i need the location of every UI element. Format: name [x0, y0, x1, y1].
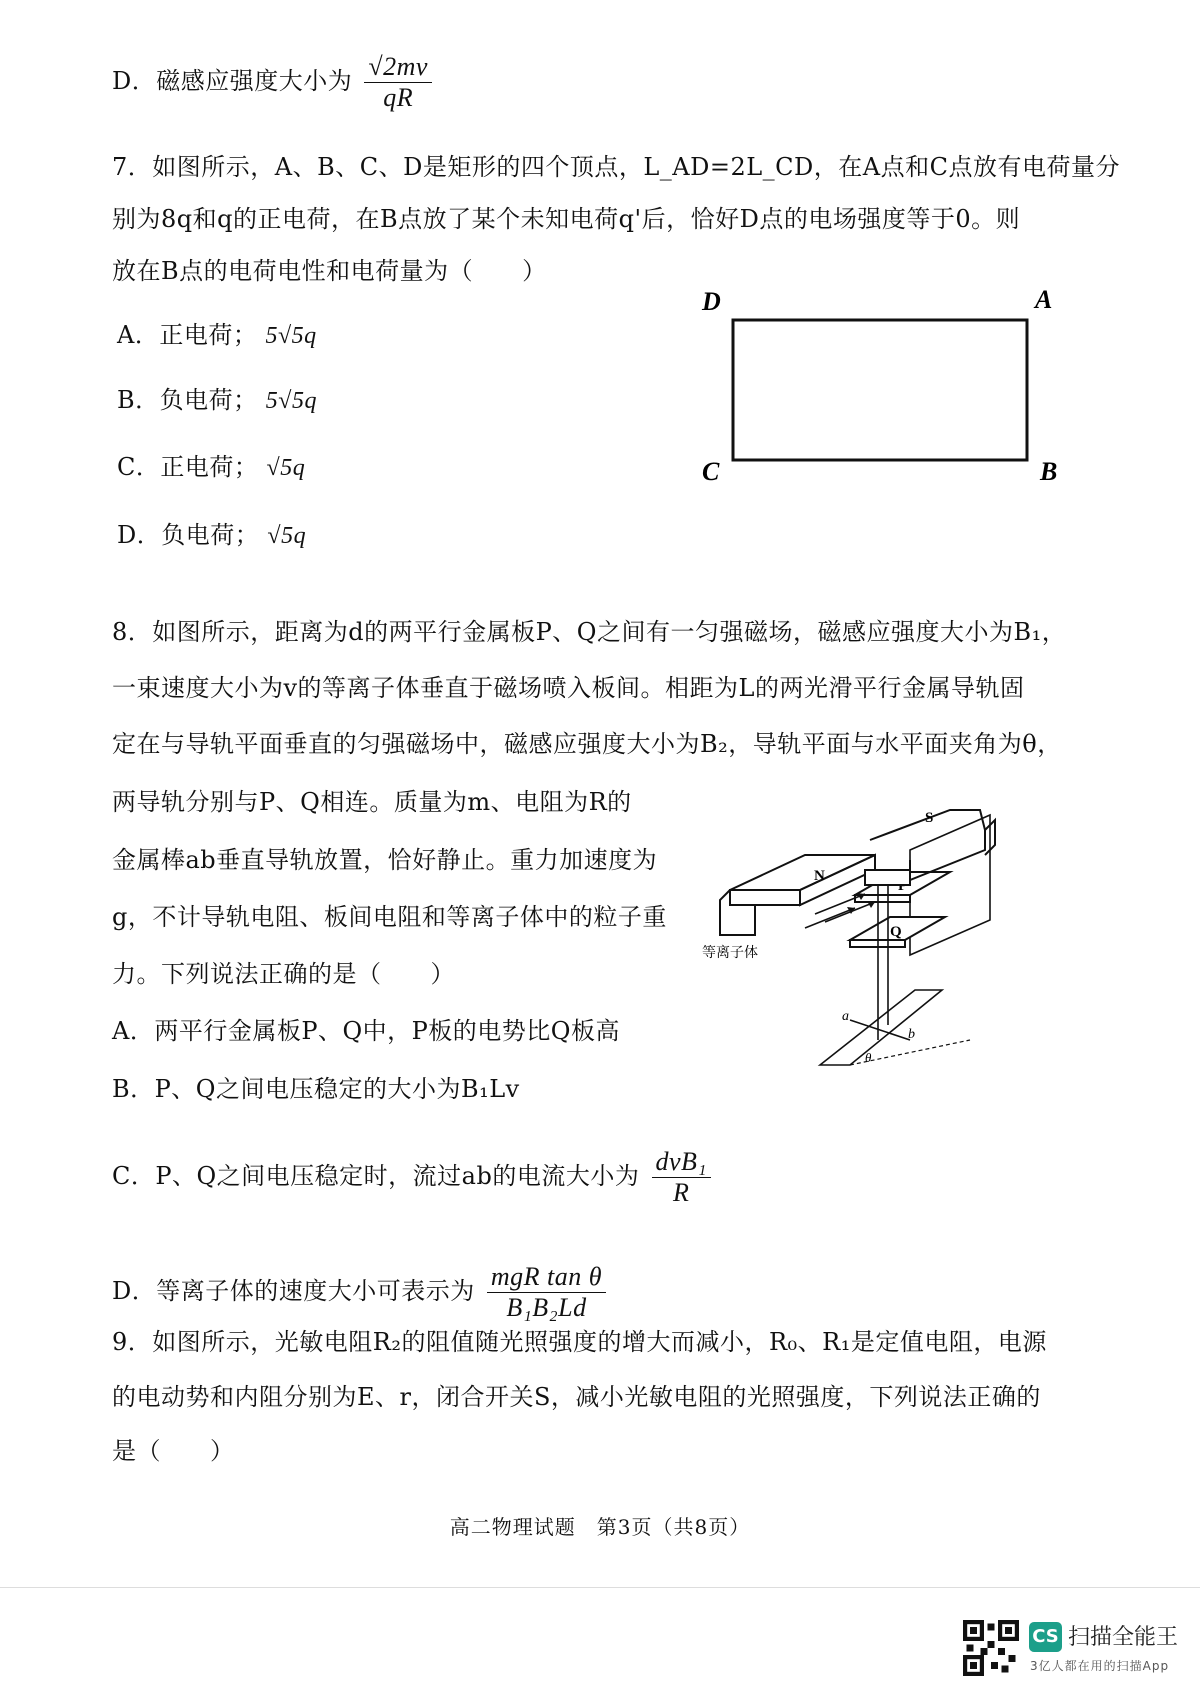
q7-stem-line-3: 放在B点的电荷电性和电荷量为（ ）	[112, 257, 547, 285]
q9-stem-line-2: 的电动势和内阻分别为E、r，闭合开关S，减小光敏电阻的光照强度，下列说法正确的	[112, 1383, 1041, 1411]
q8-stem-line-2: 一束速度大小为v的等离子体垂直于磁场喷入板间。相距为L的两光滑平行金属导轨固	[112, 674, 1025, 702]
page-footer: 高二物理试题 第3页（共8页）	[449, 1515, 751, 1539]
q8-option-d	[112, 1255, 610, 1327]
camscanner-logo-icon: CS	[1029, 1622, 1062, 1652]
q6-option-d	[112, 52, 436, 113]
q8-option-d-label: D．等离子体的速度大小可表示为	[112, 1277, 475, 1305]
camscanner-subtitle: 3亿人都在用的扫描App	[1030, 1659, 1170, 1673]
vertex-c-label: C	[702, 457, 720, 486]
q7-option-d	[117, 518, 306, 553]
vertex-b-label: B	[1040, 457, 1058, 486]
plasma-arrow-1	[805, 908, 855, 928]
plate-q-label: Q	[890, 924, 902, 940]
vertex-a-label: A	[1035, 285, 1053, 314]
q8-stem-line-4: 两导轨分别与P、Q相连。质量为m、电阻为R的	[112, 788, 632, 816]
q8-stem-line-3: 定在与导轨平面垂直的匀强磁场中，磁感应强度大小为B₂，导轨平面与水平面夹角为θ，	[112, 730, 1062, 758]
q8-option-c-label: C．P、Q之间电压稳定时，流过ab的电流大小为	[112, 1162, 640, 1190]
plasma-arrow-3	[815, 894, 865, 914]
q8-stem-line-1: 8．如图所示，距离为d的两平行金属板P、Q之间有一匀强磁场，磁感应强度大小为B₁，	[112, 618, 1067, 646]
q7-stem-line-1: 7．如图所示，A、B、C、D是矩形的四个顶点，L_AD=2L_CD，在A点和C点放有电荷量分	[112, 153, 1120, 181]
q8-option-c-fraction	[652, 1147, 711, 1208]
magnet-n-leg	[720, 890, 755, 935]
inclined-rails	[820, 990, 942, 1065]
q8-stem-line-5: 金属棒ab垂直导轨放置，恰好静止。重力加速度为	[112, 846, 658, 874]
angle-theta-label: θ	[865, 1050, 872, 1065]
q8-stem-line-6: g，不计导轨电阻、板间电阻和等离子体中的粒子重	[112, 903, 667, 931]
vertex-d-label: D	[702, 287, 721, 316]
q7-option-d-value: √5q	[267, 523, 307, 549]
q7-option-a	[117, 318, 317, 353]
q8-option-d-denominator: B₁B₂Ld	[506, 1293, 587, 1322]
magnet-n-front	[730, 890, 800, 905]
q7-option-b-label: B．负电荷；	[117, 386, 258, 414]
q6-option-d-fraction	[364, 52, 432, 113]
scan-divider	[0, 1587, 1200, 1588]
q8-option-a: A．两平行金属板P、Q中，P板的电势比Q板高	[112, 1017, 620, 1045]
q8-option-c-denominator: R	[673, 1178, 690, 1207]
q9-stem-line-1: 9．如图所示，光敏电阻R₂的阻值随光照强度的增大而减小，R₀、R₁是定值电阻，电源	[112, 1328, 1047, 1356]
rod-end-b-label: b	[908, 1027, 915, 1042]
magnet-n-top	[730, 855, 875, 890]
rectangle-abcd	[733, 320, 1027, 460]
q7-stem-line-2: 别为8q和q的正电荷，在B点放了某个未知电荷q'后，恰好D点的电场强度等于0。则	[112, 205, 1021, 233]
q8-option-c	[112, 1140, 715, 1212]
q7-option-c-label: C．正电荷；	[117, 453, 259, 481]
q6-option-d-label: D．磁感应强度大小为	[112, 67, 353, 95]
q8-generator-figure	[702, 810, 1090, 1080]
q7-option-d-label: D．负电荷；	[117, 521, 260, 549]
q8-option-d-fraction	[487, 1262, 606, 1323]
q7-option-b-value: 5√5q	[265, 388, 317, 414]
plasma-label: 等离子体	[702, 946, 758, 961]
q8-option-b: B．P、Q之间电压稳定的大小为B₁Lv	[112, 1075, 520, 1103]
q6-option-d-numerator: √2mv	[364, 52, 432, 83]
rod-end-a-label: a	[842, 1009, 849, 1024]
qr-code-icon	[963, 1620, 1019, 1676]
q7-option-c	[117, 450, 305, 485]
magnet-s-front	[865, 870, 910, 885]
q7-option-b	[117, 383, 317, 418]
magnet-n-label: N	[814, 868, 825, 884]
q9-stem-line-3: 是（ ）	[112, 1437, 235, 1465]
q7-option-c-value: √5q	[266, 455, 306, 481]
q6-option-d-denominator: qR	[383, 83, 414, 112]
camscanner-title: 扫描全能王	[1068, 1625, 1179, 1650]
q8-option-c-numerator: dvB₁	[652, 1147, 711, 1178]
q7-option-a-label: A．正电荷；	[117, 321, 258, 349]
q7-rectangle-figure	[690, 280, 1090, 510]
magnet-s-label: S	[925, 810, 934, 826]
q8-option-d-numerator: mgR tan θ	[487, 1262, 606, 1293]
q8-stem-line-7: 力。下列说法正确的是（ ）	[112, 960, 455, 988]
q7-option-a-value: 5√5q	[265, 323, 317, 349]
